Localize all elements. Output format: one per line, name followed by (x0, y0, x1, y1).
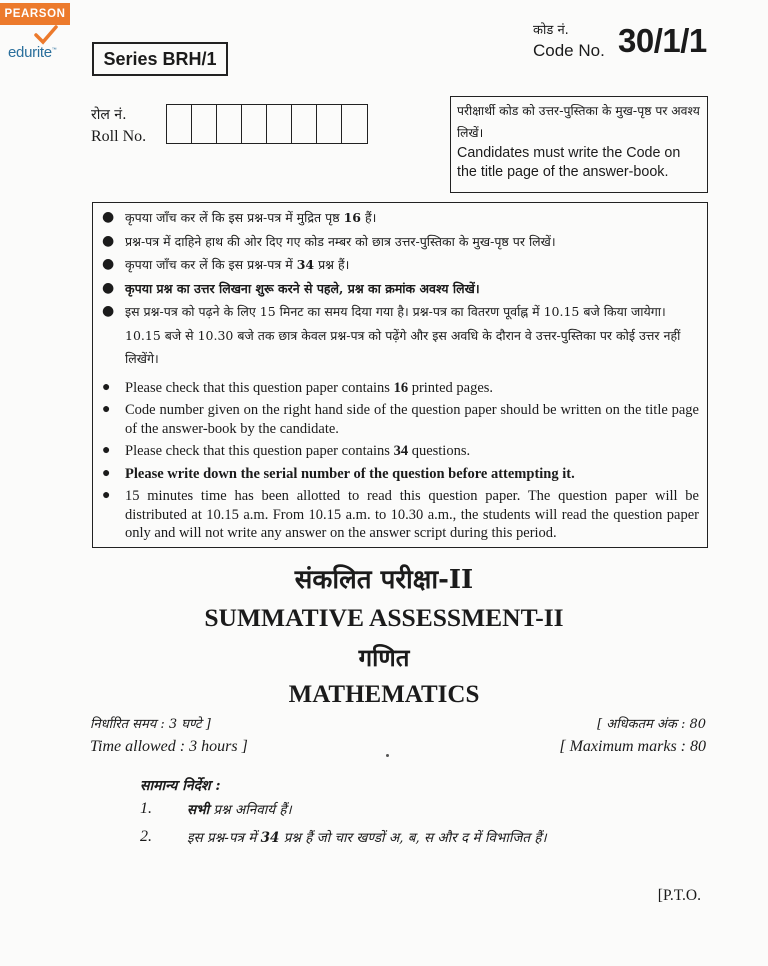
roll-digit-box[interactable] (342, 105, 367, 143)
item-number: 1. (140, 800, 152, 817)
code-label-hindi: कोड नं. (533, 23, 569, 38)
edurite-text: edurite (8, 44, 52, 61)
bullet-icon: ● (102, 402, 111, 417)
bullet-icon: ● (102, 209, 115, 225)
instruction-text: questions. (408, 443, 471, 459)
max-marks-hindi: [ अधिकतम अंक : 80 (597, 717, 706, 732)
exam-title-hindi: संकलित परीक्षा-II (294, 565, 474, 595)
instructions-box (92, 202, 708, 548)
instruction-text: Please check that this question paper contains (125, 379, 394, 396)
trademark-icon: ™ (51, 47, 57, 53)
instruction-bold: 16 (343, 210, 361, 225)
exam-title-english: SUMMATIVE ASSESSMENT-II (204, 603, 564, 632)
instruction-item (100, 206, 699, 230)
bullet-icon: ● (102, 232, 115, 249)
bullet-icon: ● (102, 379, 111, 395)
english-instructions-list (100, 379, 699, 543)
code-note-english: Candidates must write the Code on the title page of the answer-book. (457, 145, 681, 180)
hindi-instructions-list (100, 206, 699, 371)
scan-speck (386, 754, 389, 757)
instruction-bold: Please write down the serial number of the question before attempting it. (125, 465, 575, 482)
item-bold: सभी (187, 802, 210, 818)
code-label-english: Code No. (533, 41, 605, 60)
instruction-bold: 16 (393, 379, 409, 396)
item-number: 2. (140, 828, 152, 845)
roll-digit-box[interactable] (167, 105, 192, 143)
subject-title-hindi: गणित (358, 643, 410, 672)
instruction-bold: 34 (393, 443, 409, 459)
item-rest: प्रश्न हैं जो चार खण्डों अ, ब, स और द में विभाजित हैं। (279, 830, 547, 846)
checkmark-icon (34, 25, 58, 45)
code-note-box (450, 96, 708, 193)
instruction-item (100, 379, 699, 398)
edurite-logo (8, 44, 56, 61)
item-text (187, 800, 292, 818)
roll-digit-box[interactable] (267, 105, 292, 143)
instruction-text: कृपया जाँच कर लें कि इस प्रश्न-पत्र में (125, 257, 297, 272)
pto-label: [P.T.O. (657, 887, 701, 904)
roll-digit-box[interactable] (317, 105, 342, 143)
bullet-icon: ● (102, 488, 111, 503)
roll-label-english: Roll No. (91, 128, 147, 145)
item-bold: 34 (260, 830, 280, 846)
instruction-bold: 34 (296, 257, 315, 272)
instruction-item (100, 401, 699, 438)
general-instructions-heading: सामान्य निर्देश : (140, 778, 221, 794)
bullet-icon: ● (102, 465, 111, 481)
roll-label-hindi: रोल नं. (91, 107, 127, 123)
roll-digit-box[interactable] (242, 105, 267, 143)
instruction-text: हैं। (360, 210, 377, 225)
roll-number-boxes[interactable] (166, 104, 368, 144)
max-marks-english: [ Maximum marks : 80 (559, 738, 706, 755)
instruction-item (100, 277, 699, 301)
item-text (187, 828, 547, 846)
instruction-item (100, 300, 699, 371)
instruction-text: प्रश्न-पत्र में दाहिने हाथ की ओर दिए गए कोड नम्बर को छात्र उत्तर-पुस्तिका के मुख-पृष्ठ पर लिखें। (125, 233, 556, 249)
roll-digit-box[interactable] (192, 105, 217, 143)
roll-digit-box[interactable] (292, 105, 317, 143)
instruction-text: 15 minutes time has been allotted to read this question paper. The question paper will be distributed at 10.15 a.m. From 10.15 a.m. to 10.30 a.m., the students will read the question paper only and will not write any answer on the answer script during this period. (125, 488, 699, 541)
instruction-item (100, 465, 699, 484)
subject-title-english: MATHEMATICS (288, 681, 480, 708)
instruction-text: इस प्रश्न-पत्र को पढ़ने के लिए 15 मिनट का समय दिया गया है। प्रश्न-पत्र का वितरण पूर्वाह्न में 10.15 बजे किया जायेगा। 10.15 बजे से 10.30 बजे तक छात्र केवल प्रश्न-पत्र को पढ़ेंगे और इस अवधि के दौरान वे उत्तर-पुस्तिका पर कोई उत्तर नहीं लिखेंगे। (125, 304, 681, 366)
bullet-icon: ● (102, 279, 115, 296)
instruction-text: कृपया जाँच कर लें कि इस प्रश्न-पत्र में मुद्रित पृष्ठ (125, 210, 344, 225)
instruction-text: प्रश्न हैं। (314, 257, 350, 272)
series-label: Series BRH/1 (92, 42, 228, 76)
instruction-item (100, 442, 699, 461)
code-number: 30/1/1 (618, 22, 707, 59)
instruction-text: Please check that this question paper contains (125, 443, 394, 459)
bullet-icon: ● (102, 443, 111, 458)
code-note-hindi: परीक्षार्थी कोड को उत्तर-पुस्तिका के मुख-पृष्ठ पर अवश्य लिखें। (457, 104, 700, 140)
general-instruction-item (140, 800, 292, 818)
roll-digit-box[interactable] (217, 105, 242, 143)
instruction-item (100, 253, 699, 277)
item-pre: इस प्रश्न-पत्र में (187, 830, 261, 846)
instruction-item (100, 230, 699, 254)
instruction-text: printed pages. (408, 379, 494, 396)
instruction-text: Code number given on the right hand side of the question paper should be written on the title page of the answer-book by the candidate. (125, 402, 699, 437)
time-allowed-hindi: निर्धारित समय : 3 घण्टे ] (90, 717, 211, 732)
bullet-icon: ● (102, 303, 115, 319)
instruction-item (100, 487, 699, 543)
time-allowed-english: Time allowed : 3 hours ] (90, 738, 248, 755)
general-instruction-item (140, 828, 547, 846)
instruction-bold: कृपया प्रश्न का उत्तर लिखना शुरू करने से पहले, प्रश्न का क्रमांक अवश्य लिखें। (125, 280, 480, 296)
pearson-logo: PEARSON (0, 3, 70, 25)
bullet-icon: ● (102, 256, 115, 272)
item-rest: प्रश्न अनिवार्य हैं। (209, 802, 292, 818)
